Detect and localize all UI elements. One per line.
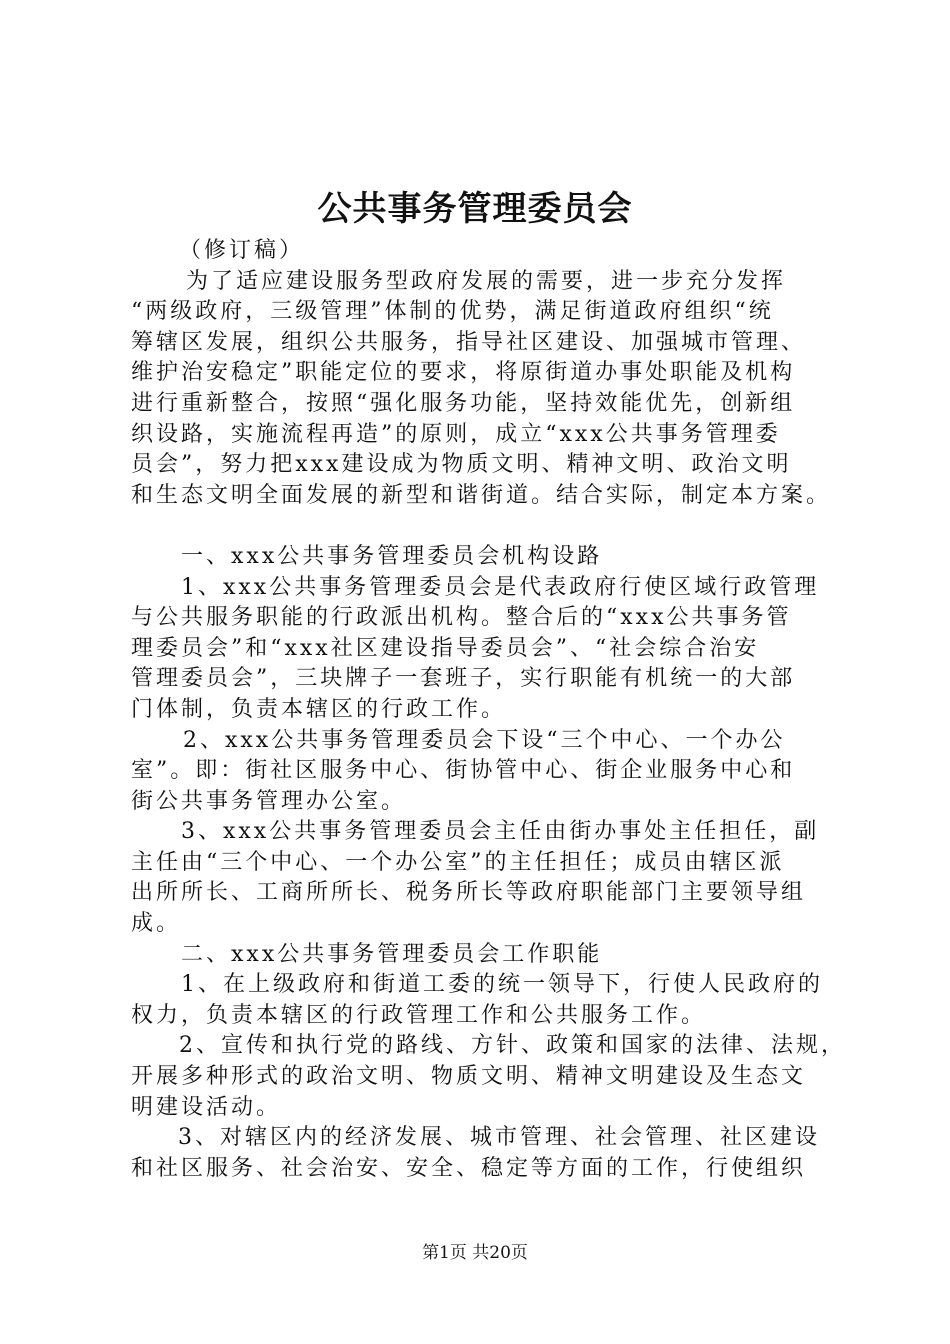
document-title: 公共事务管理委员会 (317, 189, 633, 229)
text-line: 织设路，实施流程再造”的原则，成立“xxx公共事务管理委 (131, 421, 781, 447)
text-line: 出所所长、工商所所长、税务所长等政府职能部门主要领导组 (131, 880, 807, 906)
text-line: 与公共服务职能的行政派出机构。整合后的“xxx公共事务管 (131, 605, 792, 631)
page-footer: 第1页 共20页 (422, 1243, 528, 1263)
text-line: 权力，负责本辖区的行政管理工作和公共服务工作。 (131, 1002, 707, 1028)
text-line: 进行重新整合，按照“强化服务功能，坚持效能优先，创新组 (131, 390, 796, 416)
text-line: 筹辖区发展，组织公共服务，指导社区建设、加强城市管理、 (131, 329, 807, 355)
text-line: 开展多种形式的政治文明、物质文明、精神文明建设及生态文 (131, 1064, 807, 1090)
text-line: 街公共事务管理办公室。 (131, 788, 407, 814)
text-line: 门体制，负责本辖区的行政工作。 (131, 696, 507, 722)
text-line: “两级政府，三级管理”体制的优势，满足街道政府组织“统 (131, 299, 774, 325)
text-line: 3、对辖区内的经济发展、城市管理、社会管理、社区建设 (178, 1125, 820, 1151)
text-line: 一、xxx公共事务管理委员会机构设路 (181, 543, 603, 569)
subtitle-line: （修订稿） (179, 238, 305, 263)
text-line: 主任由“三个中心、一个办公室”的主任担任；成员由辖区派 (131, 849, 785, 875)
text-line: 二、xxx公共事务管理委员会工作职能 (181, 941, 603, 967)
text-line: 为了适应建设服务型政府发展的需要，进一步充分发挥 (186, 268, 787, 294)
text-line: 维护治安稳定”职能定位的要求，将原街道办事处职能及机构 (131, 360, 796, 386)
text-line: 1、xxx公共事务管理委员会是代表政府行使区域行政管理 (181, 574, 820, 600)
body-lines (131, 267, 861, 1185)
text-line: 理委员会”和“xxx社区建设指导委员会”、“社会综合治安 (131, 635, 760, 661)
text-line: 2、宣传和执行党的路线、方针、政策和国家的法律、法规， (179, 1033, 846, 1059)
text-line: 成。 (131, 911, 182, 937)
text-line: 2、xxx公共事务管理委员会下设“三个中心、一个办公 (183, 727, 786, 753)
text-line: 管理委员会”，三块牌子一套班子，实行职能有机统一的大部 (131, 666, 796, 692)
text-line: 3、xxx公共事务管理委员会主任由街办事处主任担任，副 (181, 819, 820, 845)
text-line: 员会”，努力把xxx建设成为物质文明、精神文明、政治文明 (131, 452, 792, 478)
text-line: 1、在上级政府和街道工委的统一领导下，行使人民政府的 (181, 972, 823, 998)
text-line: 室”。即：街社区服务中心、街协管中心、街企业服务中心和 (131, 758, 796, 784)
text-line: 明建设活动。 (131, 1094, 282, 1120)
text-line (131, 511, 861, 542)
text-line: 和社区服务、社会治安、安全、稳定等方面的工作，行使组织 (131, 1155, 807, 1181)
document-body (131, 236, 861, 1184)
text-line: 和生态文明全面发展的新型和谐街道。结合实际，制定本方案。 (131, 482, 832, 508)
